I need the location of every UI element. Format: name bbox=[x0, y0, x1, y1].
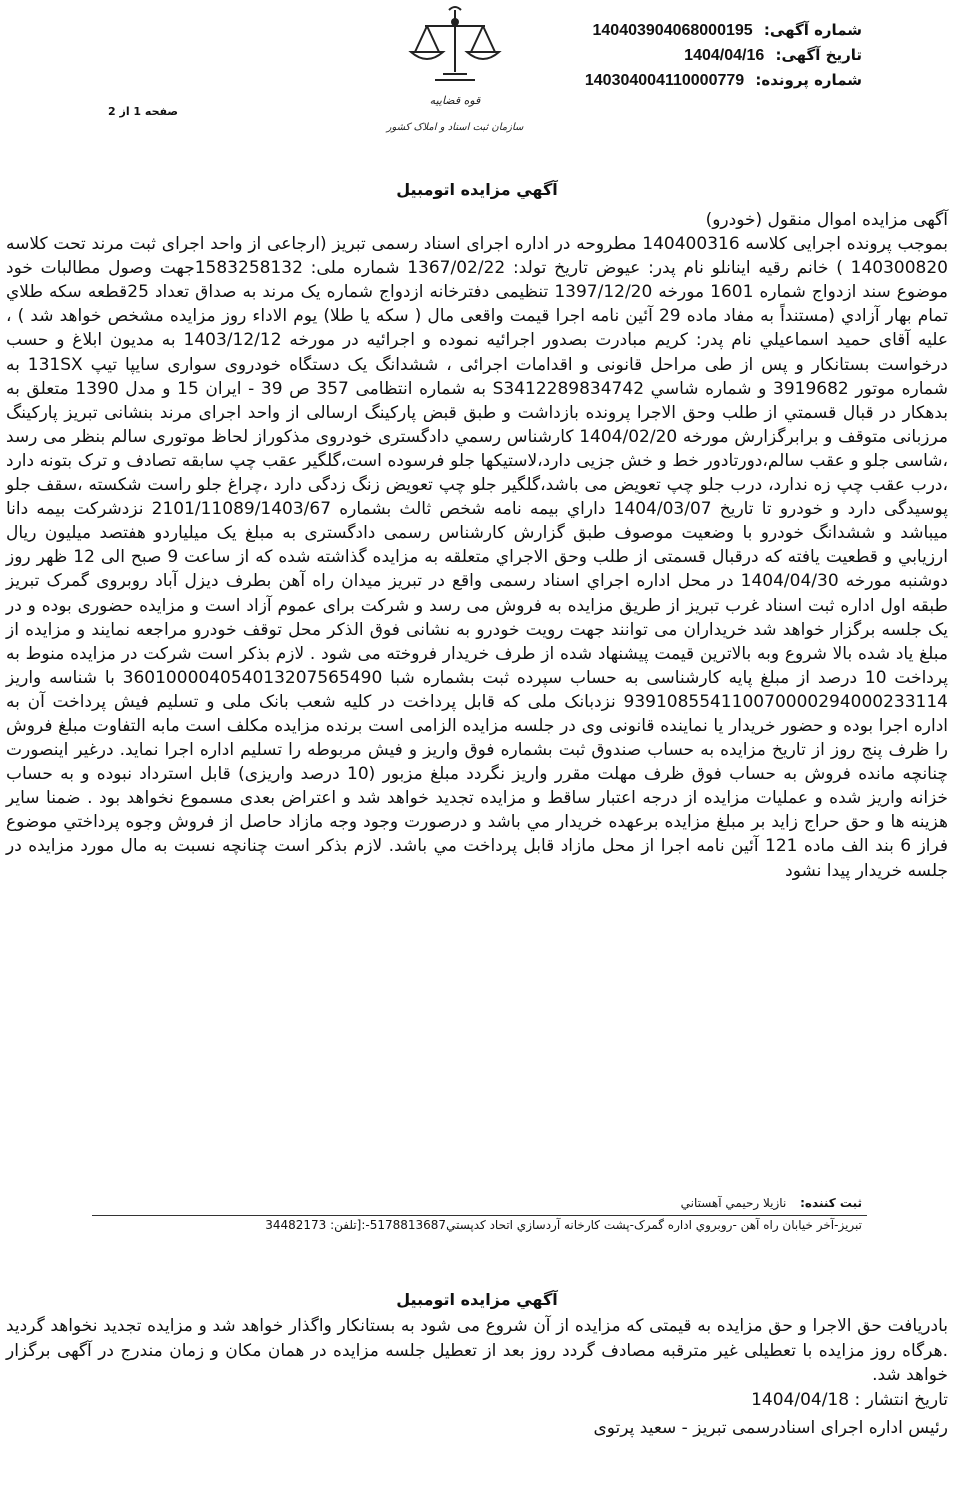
ad-date-row bbox=[482, 43, 862, 68]
judiciary-emblem bbox=[375, 4, 535, 144]
page-indicator: صفحه 1 از 2 bbox=[108, 105, 179, 118]
notice-body-page-2 bbox=[6, 1314, 948, 1388]
emblem-caption-1: قوه قضاییه bbox=[429, 94, 481, 107]
registrar-label: ثبت کننده: bbox=[800, 1196, 862, 1210]
case-number-label: شماره پرونده: bbox=[755, 71, 862, 89]
office-address: تبریز-آخر خیابان راه آهن -روبروي اداره گمرک-پشت کارخانه آردسازي اتحاد کدپستي5178813687-:[تلفن: 34482173 bbox=[265, 1218, 862, 1232]
emblem-caption-2: سازمان ثبت اسناد و املاک کشور bbox=[386, 122, 524, 133]
notice-text: بموجب پرونده اجرایی کلاسه 140400316 مطروحه در اداره اجرای اسناد رسمی تبریز (ارجاعی از واحد اجرای ثبت مرند تحت کلاسه 140300820 ) خانم رقیه اینانلو نام پدر: عیوض تاریخ تولد: 1367/02/22 شماره ملی: 1583258132جهت وصول مطالبات خود موضوع سند ازدواج شماره 1601 مورخه 1397/12/20 تنظیمی دفترخانه ازدواج شماره یک مرند به صداق تعداد 25قطعه سکه طلاي تمام بهار آزادي (مستنداً به مفاد ماده 29 آئین نامه اجرا قیمت واقعی مال ( سکه یا طلا) یوم الاداء روز مزایده مشخص خواهد شد ) ، علیه آقای حمید اسماعیلي نام پدر: کریم مبادرت بصدور اجرائیه نموده و اجرائیه در مورخه 1403/12/12 به مدیون ابلاغ و حسب درخواست بستانکار و پس از طی مراحل قانونی و اقدامات اجرائی ، ششدانگ یک دستگاه خودروی سواری سایپا تیپ 131SX به شماره موتور 3919682 و شماره شاسي S3412289834742 به شماره انتظامی 357 ص 39 - ایران 15 و مدل 1390 متعلق به بدهکار در قبال قسمتي از طلب وحق الاجرا پرونده بازداشت و طبق قبض پارکینگ ارسالی از واحد اجرای مرند بنشانی تبریز پارکینگ مرزبانی متوقف و برابرگزارش مورخه 1404/02/20 کارشناس رسمي دادگستری خودروی مذکوراز لحاظ موتوری سالم بنظر می رسد ،شاسی جلو و عقب سالم،دورتادور خط و خش جزیی دارد،لاستیکها جلو فرسوده است،گلگیر عقب چپ سابقه تصادف و ترک بتونه دارد ،درب عقب چپ زه ندارد، درب جلو چپ تعویض می باشد،گلگیر جلو چپ تعویض زنگ زدگی دارد ،چراغ جلو راست شکسته ،سقف جلو پوسیدگی دارد و خودرو تا تاریخ 1404/03/07 داراي بیمه نامه شخص ثالث بشماره 2101/11089/1403/67 نزدشرکت بیمه دانا میباشد و ششدانگ خودرو با وضعیت موصوف طبق گزارش کارشناس رسمی دادگستری به مبلغ یک میلیاردو هفتصد میلیون ریال ارزیابي و قطعیت یافته که درقبال قسمتی از طلب وحق الاجراي متعلقه به مزایده گذاشته شده که از ساعت 9 صبح الی 12 ظهر روز دوشنبه مورخه 1404/04/30 در محل اداره اجراي اسناد رسمی واقع در تبریز میدان راه آهن بطرف دیزل آباد روبروی گمرک تبریز طبقه اول اداره ثبت اسناد غرب تبریز از طریق مزایده به فروش می رسد و شرکت برای عموم آزاد است و مزایده حضوری بوده و در یک جلسه برگزار خواهد شد خریداران می توانند جهت رویت خودرو به نشانی فوق الذکر محل توقف خودرو مراجعه نمایند و مزایده از مبلغ یاد شده بالا شروع وبه بالاترین قیمت پیشنهاد شده از طرف خریدار فروخته می شود . لازم بذکر است شرکت در مزایده منوط به پرداخت 10 درصد از مبلغ پایه کارشناسی به حساب سپرده ثبت بشماره شبا 360100004054013207565490 با شناسه واریز 939108554110070000294000233114 نزدبانک ملی که قابل پرداخت در کلیه شعب بانک ملی و تسلیم فیش پرداخت آن به اداره اجرا بوده و حضور خریدار یا نماینده قانونی وی در جلسه مزایده الزامی است برنده مزایده مکلف است مابه التفاوت مبلغ فروش را ظرف پنج روز از تاریخ مزایده به حساب صندوق ثبت بشماره فوق واریز و فیش مربوطه را تسلیم اداره اجرا نماید. درغیر اینصورت چنانچه مانده فروش به حساب فوق ظرف مهلت مقرر واریز نگردد مبلغ مزبور (10 درصد واریزی) قابل استرداد نبوده و به حساب خزانه واریز شده و عملیات مزایده از درجه اعتبار ساقط و مزایده تجدید خواهد شد و اعتراض بعدی مسموع نخواهد بود . ضمنا سایر هزینه ها و حق حراج زاید بر مبلغ مزایده برعهده خریدار مي باشد و درصورت وجود وجه مازاد حاصل از فروش وجوه پرداختي موضوع فراز 6 بند الف ماده 121 آئین نامه اجرا از محل مازاد قابل پرداخت مي باشد. لازم بذکر است چنانچه نسبت به مال مورد مزایده در جلسه خریدار پیدا نشود bbox=[6, 234, 949, 881]
case-number: 140304004110000779 bbox=[584, 72, 745, 89]
notice-body bbox=[6, 208, 948, 883]
case-number-row bbox=[482, 68, 862, 93]
ad-number-row bbox=[482, 18, 862, 43]
notice-title: آگهي مزايده اتومبيل bbox=[396, 180, 558, 199]
ad-date: 1404/04/16 bbox=[684, 47, 765, 64]
ad-date-label: تاریخ آگهی: bbox=[775, 46, 862, 64]
publish-date-label: تاریخ انتشار : bbox=[854, 1390, 948, 1410]
publish-date-row bbox=[751, 1390, 948, 1410]
notice-title-page-2: آگهي مزايده اتومبيل bbox=[396, 1290, 558, 1309]
divider bbox=[92, 1215, 867, 1216]
ad-number-label: شماره آگهی: bbox=[763, 21, 862, 39]
signature: رئیس اداره اجرای اسنادرسمی تبریز - سعید پرتوی bbox=[593, 1418, 948, 1438]
ad-metadata bbox=[482, 18, 862, 93]
registrar bbox=[681, 1196, 862, 1210]
notice-subtitle: آگهی مزایده اموال منقول (خودرو) bbox=[705, 210, 948, 230]
registrar-name: نازیلا رحیمي آهستاني bbox=[680, 1196, 787, 1210]
ad-number: 140403904068000195 bbox=[592, 22, 753, 39]
scales-of-justice-icon bbox=[375, 4, 535, 144]
publish-date: 1404/04/18 bbox=[751, 1390, 850, 1410]
notice-text-page-2: بادریافت حق الاجرا و حق مزایده به قیمتی که مزایده از آن شروع می شود به بستانکار واگذار خواهد شد و مزایده تجدید نخواهد گردید .هرگاه روز مزایده با تعطیلی غیر مترقبه مصادف گردد روز بعد از تعطیل جلسه مزایده در همان مکان و زمان مندرج در آگهی برگزار خواهد شد. bbox=[6, 1316, 948, 1385]
